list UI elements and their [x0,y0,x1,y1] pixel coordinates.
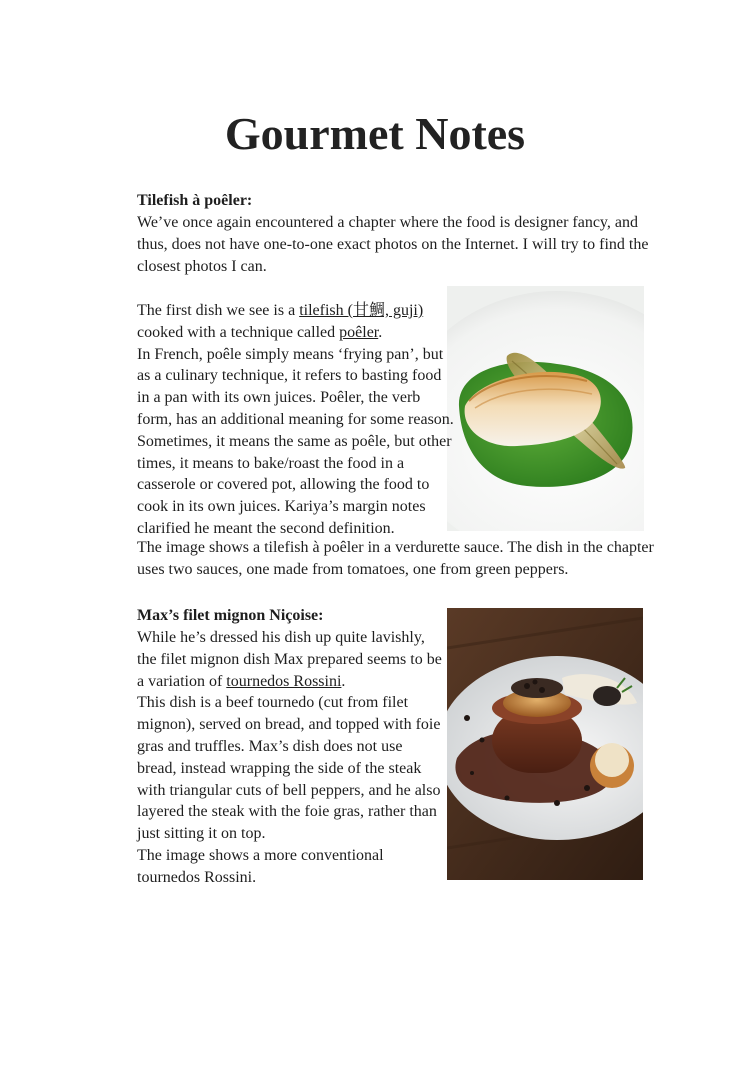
tilefish-caption: The image shows a tilefish à poêler in a verdurette sauce. The dish in the chapter uses two sauces, one made from tomatoes, one from green peppers. [137,539,654,578]
filet-mignon-photo [447,608,643,880]
filet-heading: Max’s filet mignon Niçoise: [137,607,324,624]
tilefish-heading: Tilefish à poêler: [137,192,253,209]
filet-body [137,627,442,889]
tilefish-body [137,300,457,540]
tilefish-p2: In French, poêle simply means ‘frying pan’, but as a culinary technique, it refers to basting food in a pan with its own juices. Poêler, the verb form, has an additional meaning for some reason. Sometimes, it means the same as poêle, but other times, it means to bake/roast the food in a casserole or covered pot, allowing the food to cook in its own juices. Kariya’s margin notes clarified he meant the second definition. [137,345,454,537]
filet-p1-text-a: While he’s dressed his dish up quite lavishly, the filet mignon dish Max prepared seems to be a variation of [137,629,442,690]
poeler-link[interactable]: poêler [339,323,379,341]
tilefish-p1-text-c: . [378,323,383,341]
tournedos-rossini-link[interactable]: tournedos Rossini [226,672,342,690]
tilefish-p1-text-b: cooked with a technique called [137,323,340,341]
filet-mignon-illustration [447,608,643,880]
tilefish-dish-illustration [447,286,644,531]
page-title: Gourmet Notes [224,108,526,159]
filet-p2: This dish is a beef tournedo (cut from filet mignon), served on bread, and topped with foie gras and truffles. Max’s dish does not use bread, instead wrapping the side of the steak with triangular cuts of bell peppers, and he also layered the steak with the foie gras, rather than just sitting it on top. [137,694,441,843]
filet-p1-text-b: . [341,672,346,690]
filet-caption: The image shows a more conventional tournedos Rossini. [137,846,384,886]
tilefish-link[interactable]: tilefish (甘鯛, guji) [299,302,424,319]
tilefish-p1-text-a: The first dish we see is a [137,302,300,319]
tilefish-dish-photo [447,286,644,531]
tilefish-intro: We’ve once again encountered a chapter where the food is designer fancy, and thus, does not have one-to-one exact photos on the Internet. I will try to find the closest photos I can. [137,214,649,275]
